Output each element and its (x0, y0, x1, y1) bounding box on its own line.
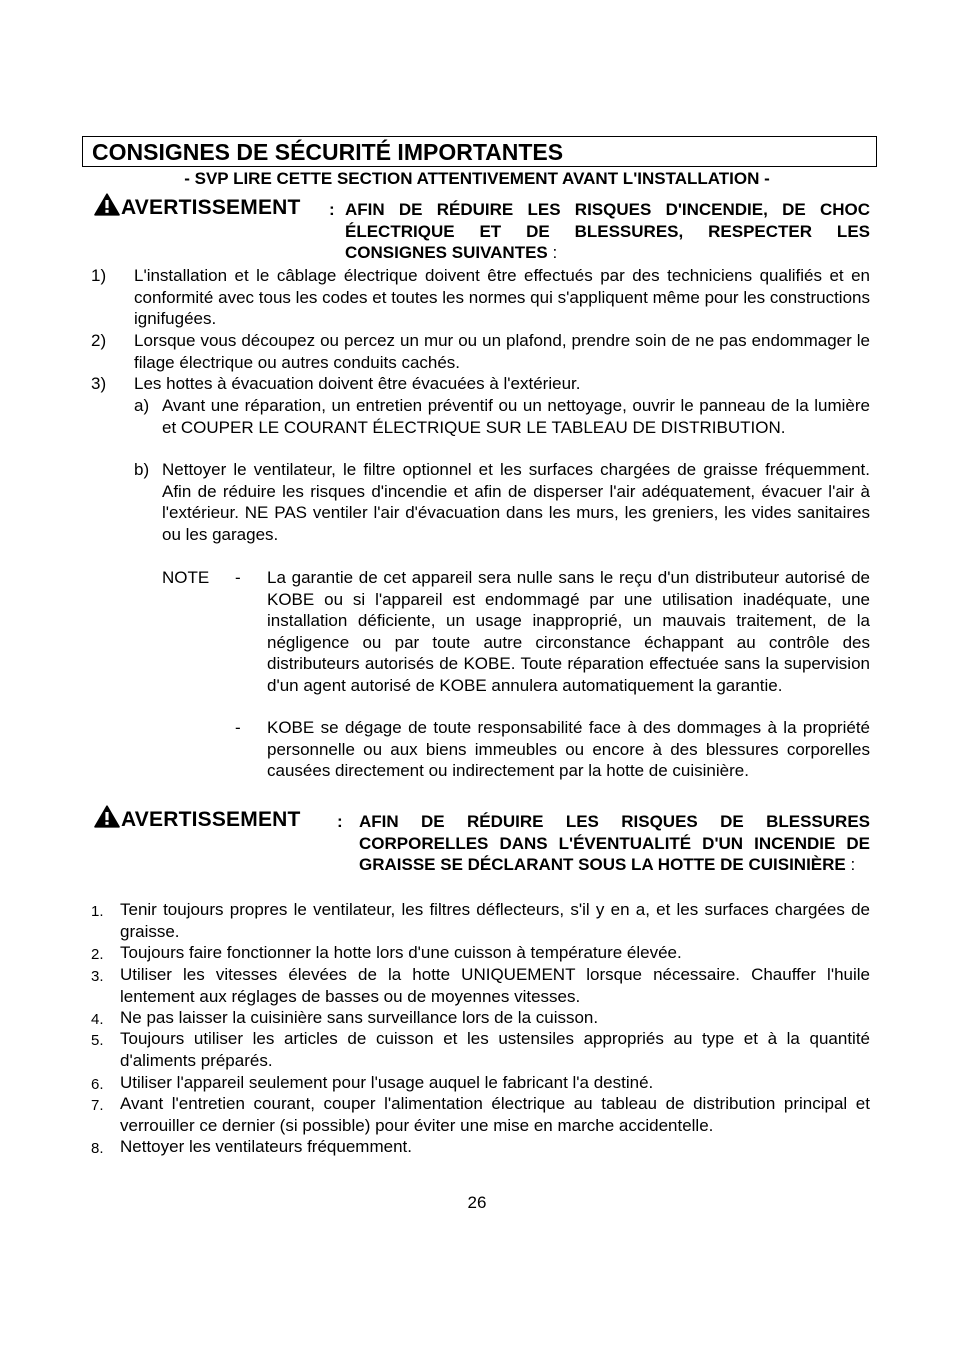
warning-icon (94, 805, 120, 828)
list-item: Ne pas laisser la cuisinière sans surveillance lors de la cuisson. (120, 1008, 599, 1027)
list-item-number: 6. (91, 1076, 104, 1093)
page-number: 26 (467, 1193, 487, 1212)
list-item: Tenir toujours propres le ventilateur, les filtres déflecteurs, s'il y en a, et les surfaces chargées de graisse. (120, 900, 870, 941)
list-item-number: 1. (91, 903, 104, 920)
warning-colon: : (337, 812, 343, 831)
list-item-number: 7. (91, 1097, 104, 1114)
sub-item-letter: a) (134, 396, 150, 415)
warning-colon: : (329, 200, 335, 219)
list-item: Toujours faire fonctionner la hotte lors d'une cuisson à température élevée. (120, 943, 682, 962)
warning-icon (94, 193, 120, 216)
list-item: Avant l'entretien courant, couper l'alimentation électrique au tableau de distribution principal et verrouiller ce dernier (si possible) pour éviter une mise en marche accidentelle. (120, 1094, 870, 1135)
subtitle: - SVP LIRE CETTE SECTION ATTENTIVEMENT AVANT L'INSTALLATION - (184, 169, 770, 188)
list-item-number: 3. (91, 968, 104, 985)
list-item: L'installation et le câblage électrique doivent être effectués par des techniciens qualifiés et en conformité avec tous les codes et toutes les normes qui s'appliquent même pour les constructions ignifugées. (134, 266, 870, 329)
list-item: Utiliser les vitesses élevées de la hotte UNIQUEMENT lorsque nécessaire. Chauffer l'huile lentement aux réglages de basses ou de moyennes vitesses. (120, 965, 870, 1006)
note-text: La garantie de cet appareil sera nulle sans le reçu d'un distributeur autorisé de KOBE ou si l'appareil est endommagé par une utilisation inadéquate, une installation déficiente, un usage inapproprié, un mauvais traitement, de la négligence ou par toute autre circonstance échappant au contrôle des distributeurs autorisés de KOBE. Toute réparation effectuée sans la supervision d'un agent autorisé de KOBE annulera automatiquement la garantie. (267, 568, 870, 695)
list-item: Nettoyer les ventilateurs fréquemment. (120, 1137, 412, 1156)
list-item: Utiliser l'appareil seulement pour l'usage auquel le fabricant l'a destiné. (120, 1073, 654, 1092)
list-item: Les hottes à évacuation doivent être évacuées à l'extérieur. (134, 374, 581, 393)
warning-text-tail: : (547, 243, 558, 263)
warning-text (345, 199, 870, 264)
note-dash: - (235, 568, 241, 587)
warning-text-bold: AFIN DE RÉDUIRE LES RISQUES DE BLESSURES CORPORELLES DANS L'ÉVENTUALITÉ D'UN INCENDIE DE GRAISSE SE DÉCLARANT SOUS LA HOTTE DE CUISINIÈRE (359, 812, 870, 875)
list-item: Toujours utiliser les articles de cuisson et les ustensiles appropriés au type et à la quantité d'aliments préparés. (120, 1029, 870, 1070)
page-title: CONSIGNES DE SÉCURITÉ IMPORTANTES (92, 139, 564, 165)
warning-text (359, 811, 870, 876)
note-label: NOTE (162, 568, 210, 587)
list-item: Lorsque vous découpez ou percez un mur ou un plafond, prendre soin de ne pas endommager le filage électrique ou autres conduits cachés. (134, 331, 870, 372)
title-box (82, 136, 877, 167)
list-item-number: 4. (91, 1011, 104, 1028)
warning-label: AVERTISSEMENT (121, 196, 301, 219)
list-item-number: 2) (91, 331, 107, 350)
list-item-number: 3) (91, 374, 107, 393)
sub-item: Avant une réparation, un entretien préventif ou un nettoyage, ouvrir le panneau de la lumière et COUPER LE COURANT ÉLECTRIQUE SUR LE TABLEAU DE DISTRIBUTION. (162, 396, 870, 437)
list-item-number: 5. (91, 1032, 104, 1049)
warning-text-tail: : (845, 855, 856, 875)
note-text: KOBE se dégage de toute responsabilité face à des dommages à la propriété personnelle ou aux biens immeubles ou encore à des blessures corporelles causées directement ou indirectement par la hotte de cuisinière. (267, 718, 870, 781)
sub-item-letter: b) (134, 460, 150, 479)
warning-label: AVERTISSEMENT (121, 808, 301, 831)
sub-item: Nettoyer le ventilateur, le filtre optionnel et les surfaces chargées de graisse fréquemment. Afin de réduire les risques d'incendie et afin de disperser l'air adéquatement, évacuer l'air à l'extérieur. NE PAS ventiler l'air d'évacuation dans les murs, les greniers, les vides sanitaires ou les garages. (162, 460, 870, 544)
list-item-number: 2. (91, 946, 104, 963)
warning-text-bold: AFIN DE RÉDUIRE LES RISQUES D'INCENDIE, DE CHOC ÉLECTRIQUE ET DE BLESSURES, RESPECTER LES CONSIGNES SUIVANTES (345, 200, 870, 263)
list-item-number: 1) (91, 266, 107, 285)
list-item-number: 8. (91, 1140, 104, 1157)
note-dash: - (235, 718, 241, 737)
